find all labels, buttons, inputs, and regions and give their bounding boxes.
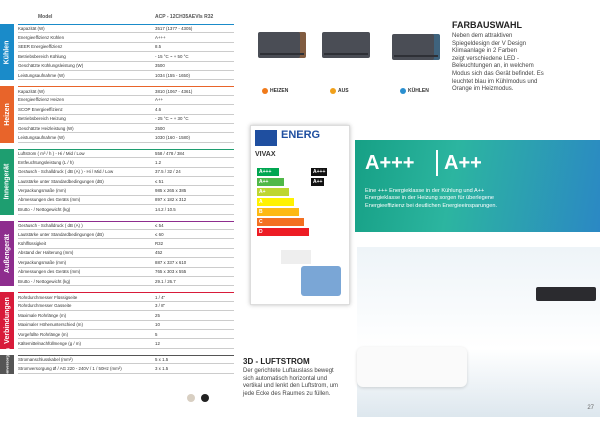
row-label: Kapazität (W) [18,88,45,94]
europe-map [301,266,341,296]
table-row [18,168,234,177]
row-value: ≤ 51 [155,178,164,184]
page-number: 27 [587,405,594,411]
table-row [18,33,234,42]
snowflake-icon [400,88,406,94]
section-label: Kühlen [3,40,11,65]
row-label: Geschätzte Kühlungsleistung (W) [18,63,84,69]
energy-rating-arrow: A+++ [313,169,326,175]
row-label: Luftstrom ( m³ / h ) - Hi / Mid / Low [18,150,85,156]
energy-class-bar: D [257,228,309,236]
table-row [18,186,234,195]
row-value: 765 x 303 x 555 [155,269,187,275]
table-row [18,115,234,124]
ac-unit-kuehlen [392,34,440,60]
row-value: 3810 (1067 - 4361) [155,88,193,94]
mode-aus: AUS [330,88,349,94]
row-label: Maximaler Höhenunterschied (m) [18,322,83,328]
row-label: Geräusch - Schalldruck ( dB (A) ) [18,222,83,228]
section-band [0,24,14,80]
table-row [18,196,234,205]
row-label: Brutto - / Nettogewicht (kg) [18,278,71,284]
table-row [18,86,234,95]
row-value: 10 [155,322,160,328]
section-band [0,221,14,287]
table-row [18,268,234,277]
row-value: - 15 °C ~ + 50 °C [155,53,189,59]
row-value: 2500 [155,125,165,131]
row-label: Kühlflüssigkeit [18,241,47,247]
table-row [18,96,234,105]
row-value: 452 [155,250,163,256]
swatch-black[interactable] [201,394,209,402]
row-value: 37.5 / 32 / 24 [155,169,181,175]
table-row [18,339,234,348]
room-image [357,247,600,417]
row-value: 558 / 478 / 384 [155,150,185,156]
row-label: Rohrdurchmesser Flüssigseite [18,294,78,300]
table-row [18,158,234,167]
table-row [18,292,234,301]
table-row [18,364,234,373]
table-row [18,221,234,230]
energy-class-bar: A+++ [257,168,279,176]
table-row [18,177,234,186]
energy-class-bar: B [257,208,299,216]
table-row [18,71,234,80]
table-row [18,24,234,33]
row-value: A+++ [155,35,166,41]
table-row [18,249,234,258]
row-value: 897 x 182 x 312 [155,197,187,203]
row-label: Vorgefüllte Rohrlänge (m) [18,331,69,337]
row-value: 14.2 / 10.5 [155,206,176,212]
row-label: Leistungsaufnahme (W) [18,135,65,141]
eu-flag-icon [255,130,277,146]
row-label: Brutto - / Nettogewicht (kg) [18,206,71,212]
table-row [18,62,234,71]
section-label: Stromversorgung [4,347,10,381]
energy-rating-arrow: A++ [313,179,323,185]
section-band [0,347,14,381]
sun-icon [262,88,268,94]
row-value: ≤ 60 [155,231,164,237]
swatch-beige[interactable] [187,394,195,402]
energy-class-bar: A [257,198,294,206]
sofa [357,347,467,387]
section-band [0,292,14,348]
row-value: 4.6 [155,106,162,112]
row-value: 887 x 337 x 610 [155,259,187,265]
table-row [18,330,234,339]
section-band [0,86,14,142]
row-value: 1 / 4" [155,294,166,300]
banner-divider [436,150,438,176]
banner-cool-class: A+++ [365,152,415,174]
table-row [18,52,234,61]
table-row [18,205,234,214]
energy-label-head: ENERG [281,129,321,141]
row-value: 3517 (1377 - 4305) [155,26,193,32]
row-value: ≤ 54 [155,222,164,228]
row-value: 985 x 265 x 385 [155,188,187,194]
row-value: - 25 °C ~ + 30 °C [155,116,189,122]
row-value: 12 [155,341,160,347]
row-label: Betriebsbereich Heizung [18,116,66,122]
row-label: Leistungsaufnahme (W) [18,72,65,78]
row-label: Entfeuchtungsleistung (L / h) [18,159,74,165]
section-band [0,149,14,215]
row-label: Abstand der Halterung (mm) [18,250,74,256]
row-label: Stromanschlusskabel (mm²) [18,356,73,362]
row-value: A++ [155,97,164,103]
sound-icon [281,250,311,264]
section-label: Heizen [3,103,11,126]
table-row [18,124,234,133]
table-row [18,105,234,114]
table-row [18,149,234,158]
energy-class-bar: A+ [257,188,289,196]
spec-table [0,0,237,431]
section-label: Außengerät [3,234,11,273]
row-value: 3 x 1.5 [155,365,169,371]
row-label: SEER Energieeffizienz [18,44,63,50]
table-row [18,239,234,248]
table-row [18,133,234,142]
table-row [18,230,234,239]
section-label: Verbindungen [3,297,11,344]
energy-label [250,125,350,305]
table-row [18,321,234,330]
row-value: R32 [155,241,164,247]
energy-class-bar: A++ [257,178,284,186]
row-label: Geräusch - Schalldruck ( dB (A) ) - Hi / Mid / Low [18,169,114,175]
ac-unit-aus [322,32,370,58]
row-value: 1030 (160 - 1580) [155,135,190,141]
row-value: 5 [155,331,158,337]
table-row [18,302,234,311]
mode-kuehlen: KÜHLEN [400,88,429,94]
energy-class-bar: C [257,218,304,226]
banner-heat-class: A++ [444,152,482,174]
banner-text: Eine +++ Energieklasse in der Kühlung und A++ Energieklasse in der Heizung sorgen für überlegene Energieeffizienz bei deutlichen Energieeinsparungen. [365,188,498,209]
farbauswahl-text: Neben dem attraktiven Spiegeldesign der V Design Klimaanlage in 2 Farben zeigt verschiedene LED - Beleuchtungen an, in welchem Modus sich das Gerät befindet. Es leuchtet blau im Kühlmodus und Orange im Heizmodus. [452,33,544,93]
row-label: Geschätzte Heizleistung (W) [18,125,74,131]
header-model-name: ACP - 12CH35AEVIs R32 [155,14,214,20]
row-label: Verpackungsmaße (mm) [18,188,67,194]
row-value: 25 [155,312,160,318]
row-value: 8.5 [155,44,162,50]
row-value: 3 / 8" [155,303,166,309]
row-value: 1.2 [155,159,162,165]
farbauswahl-title: FARBAUSWAHL [452,20,522,30]
row-label: Stromversorgung Ø / AG 220 - 240V / 1 / 50Hz (mm²) [18,365,122,371]
table-row [18,311,234,320]
row-label: Lautstärke unter Standardbedingungen (dB) [18,231,104,237]
table-row [18,355,234,364]
vivax-logo: VIVAX [255,151,276,158]
row-label: SCOP Energieeffizienz [18,106,63,112]
row-label: Lautstärke unter Standardbedingungen (dB) [18,178,104,184]
row-label: Energieeffizienz Heizen [18,97,65,103]
row-label: Rohrdurchmesser Gasseite [18,303,72,309]
table-row [18,258,234,267]
ac-unit-heizen [258,32,306,58]
table-row [18,43,234,52]
row-label: Maximale Rohrlänge (m) [18,312,67,318]
mode-heizen: HEIZEN [262,88,288,94]
row-value: 1034 (155 - 1650) [155,72,190,78]
row-label: Betriebsbereich Kühlung [18,53,66,59]
row-label: Kältemittelnachfüllmenge (g / m) [18,341,81,347]
row-label: Energieeffizienz Kühlen [18,35,65,41]
luftstrom-title: 3D - LUFTSTROM [243,357,310,366]
table-row [18,277,234,286]
row-label: Verpackungsmaße (mm) [18,259,67,265]
ac-unit-room [536,287,596,301]
row-value: 3500 [155,63,165,69]
header-model: Model [38,14,53,20]
section-label: Innengerät [3,163,11,200]
power-icon [330,88,336,94]
luftstrom-text: Der gerichtete Luftauslass bewegt sich automatisch horizontal und vertikal und lenkt den Luftstrom, um jede Ecke des Raumes zu füllen. [243,368,339,397]
row-value: 5 x 1.5 [155,356,169,362]
row-label: Abmessungen des Geräts (mm) [18,197,81,203]
color-swatches [187,394,209,402]
row-label: Kapazität (W) [18,26,45,32]
energy-banner [355,140,600,232]
row-value: 29.1 / 26.7 [155,278,176,284]
row-label: Abmessungen des Geräts (mm) [18,269,81,275]
